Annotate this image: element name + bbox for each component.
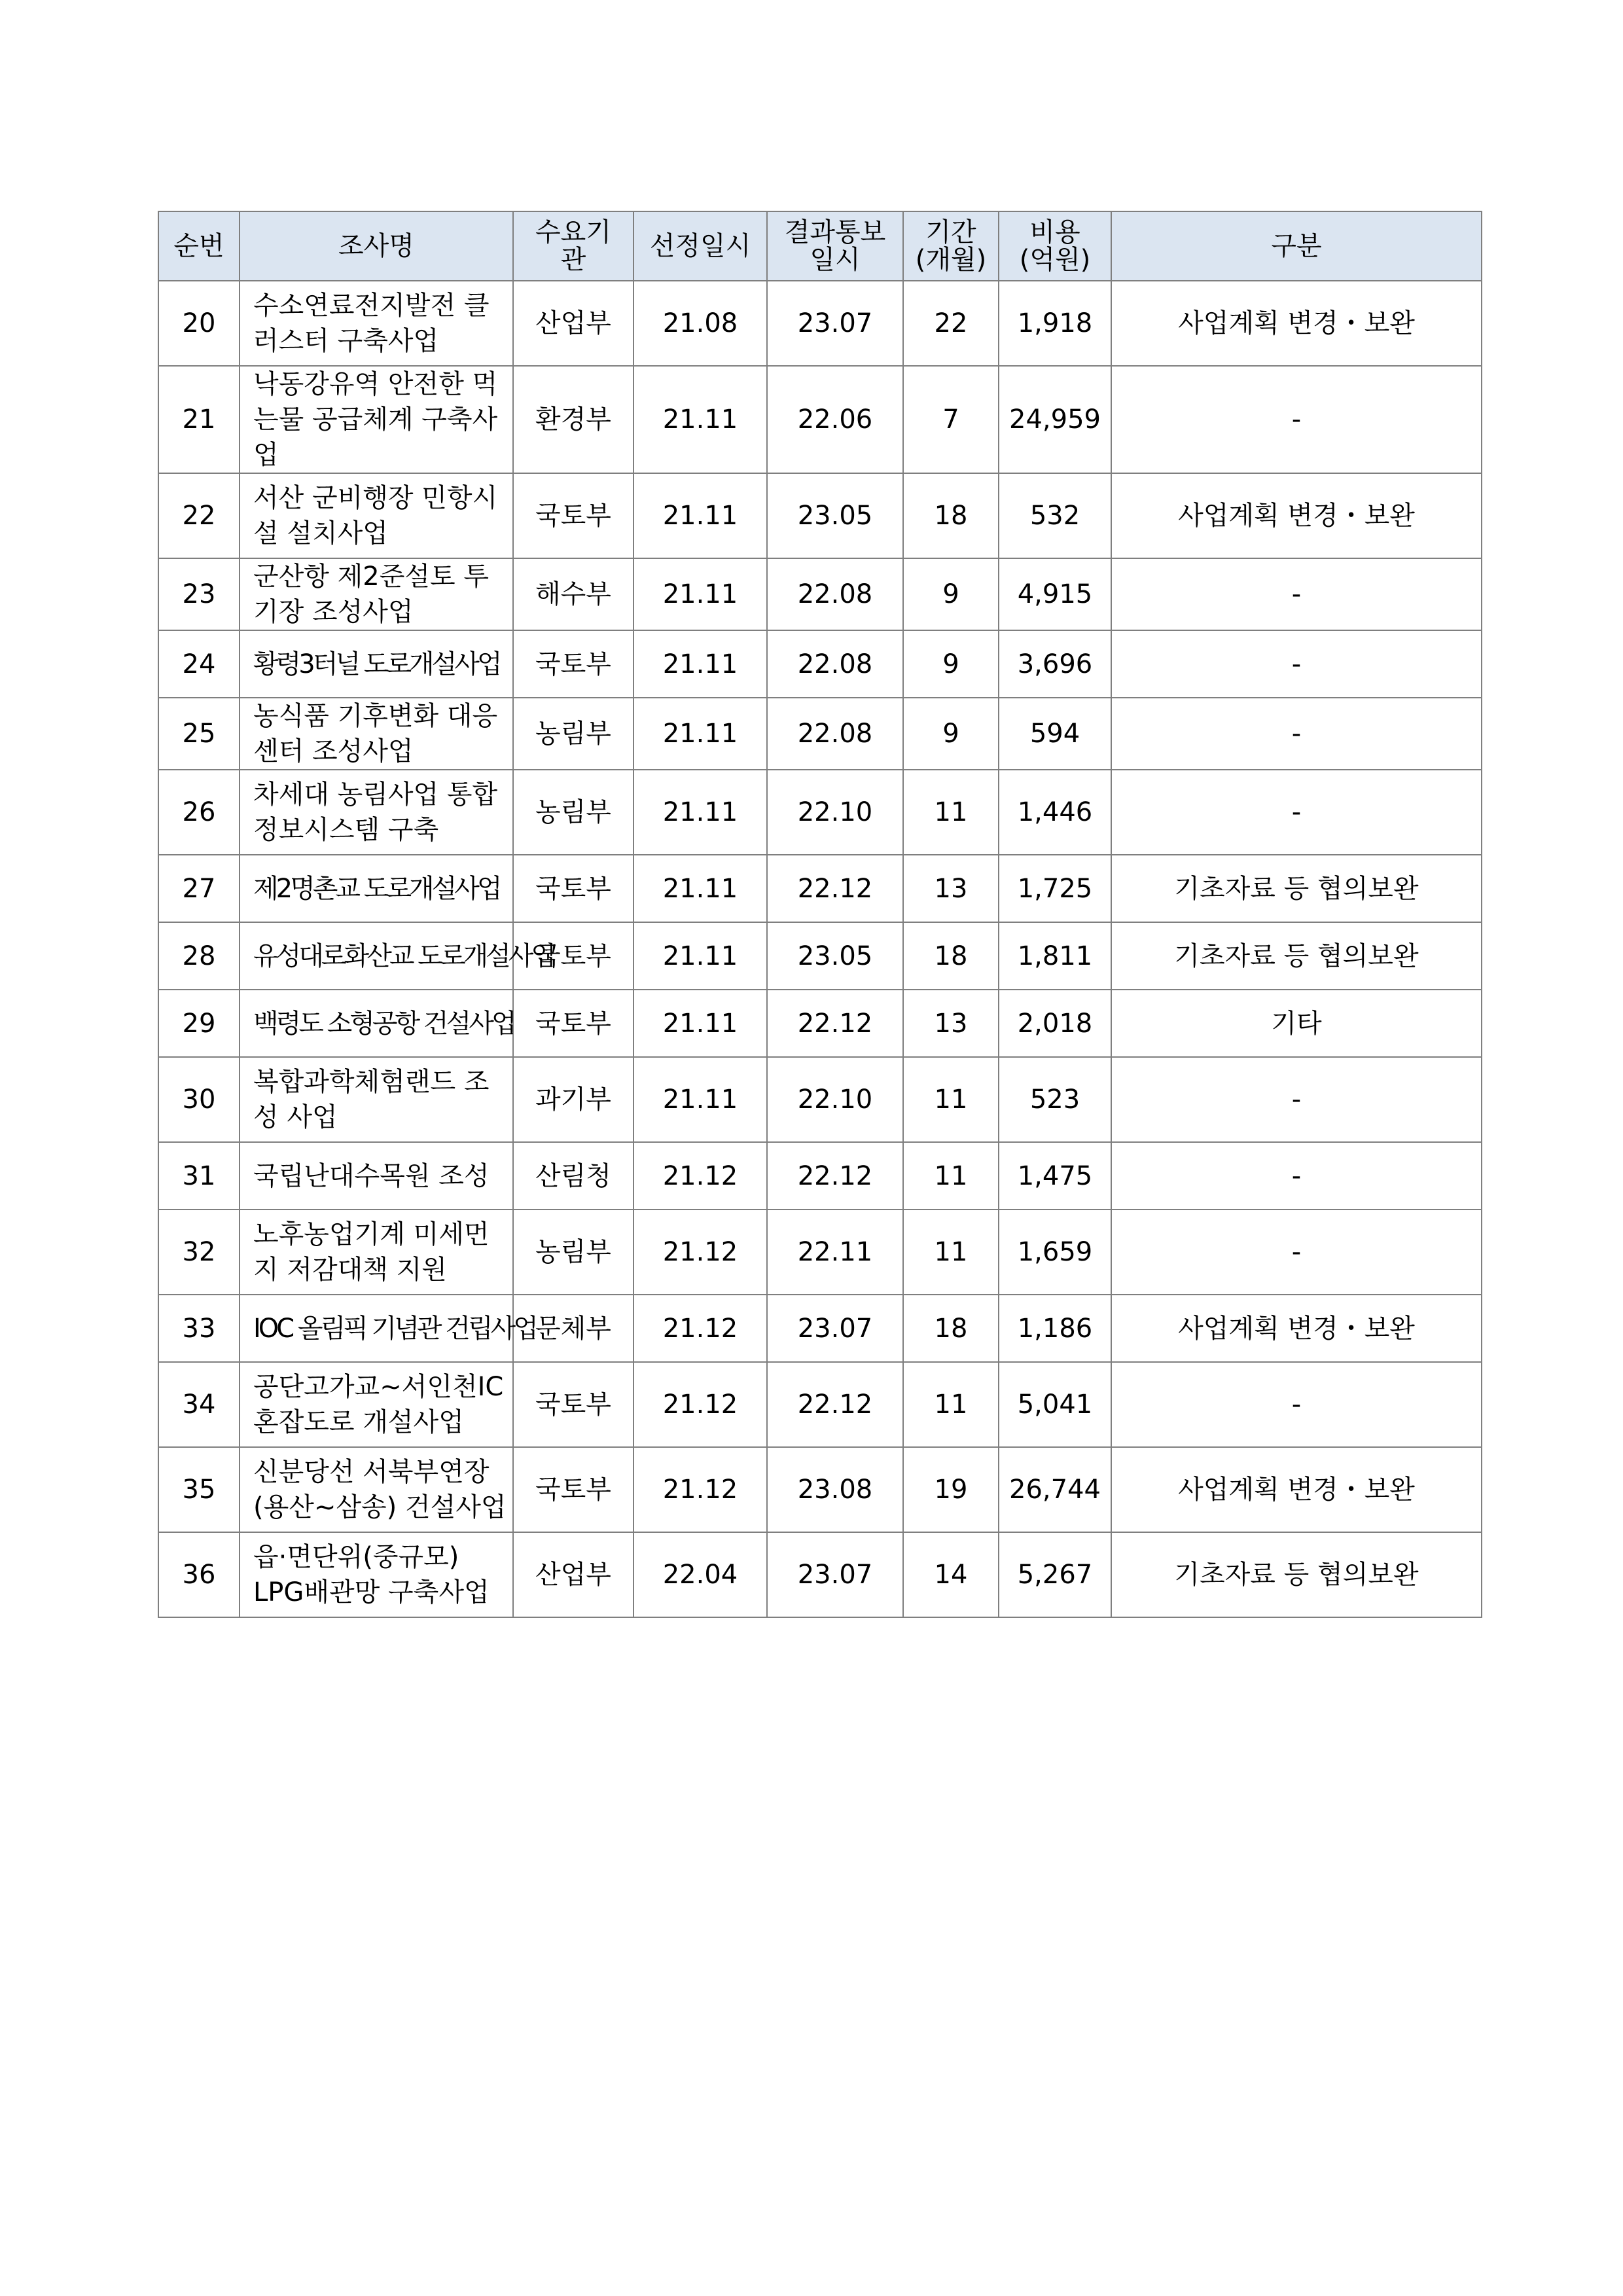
cell-agency: 국토부 <box>513 990 633 1057</box>
cell-category: - <box>1111 630 1482 698</box>
cell-category: 사업계획 변경・보완 <box>1111 281 1482 366</box>
cell-cost: 1,186 <box>999 1295 1111 1362</box>
header-no: 순번 <box>158 211 240 281</box>
cell-name: 낙동강유역 안전한 먹는물 공급체계 구축사업 <box>240 366 513 473</box>
cell-agency: 국토부 <box>513 630 633 698</box>
cell-name: 복합과학체험랜드 조성 사업 <box>240 1057 513 1142</box>
cell-no: 30 <box>158 1057 240 1142</box>
cell-no: 24 <box>158 630 240 698</box>
table-row <box>158 1295 1482 1362</box>
cell-agency: 국토부 <box>513 473 633 558</box>
cell-agency: 농림부 <box>513 1210 633 1295</box>
cell-cost: 3,696 <box>999 630 1111 698</box>
cell-agency: 국토부 <box>513 855 633 922</box>
cell-notified: 23.07 <box>767 281 903 366</box>
cell-no: 32 <box>158 1210 240 1295</box>
table-row <box>158 1362 1482 1447</box>
header-period: 기간 (개월) <box>903 211 999 281</box>
cell-name: 공단고가교~서인천IC 혼잡도로 개설사업 <box>240 1362 513 1447</box>
cell-selected: 21.12 <box>633 1142 767 1210</box>
cell-cost: 594 <box>999 698 1111 770</box>
cell-cost: 5,041 <box>999 1362 1111 1447</box>
cell-no: 36 <box>158 1532 240 1617</box>
cell-no: 33 <box>158 1295 240 1362</box>
cell-name: 읍·면단위(중규모) LPG배관망 구축사업 <box>240 1532 513 1617</box>
cell-category: 사업계획 변경・보완 <box>1111 1447 1482 1532</box>
cell-agency: 농림부 <box>513 770 633 855</box>
cell-selected: 21.12 <box>633 1295 767 1362</box>
table-row <box>158 1057 1482 1142</box>
table-row <box>158 1532 1482 1617</box>
cell-selected: 21.08 <box>633 281 767 366</box>
cell-no: 31 <box>158 1142 240 1210</box>
cell-notified: 22.10 <box>767 770 903 855</box>
cell-category: - <box>1111 770 1482 855</box>
table-row <box>158 630 1482 698</box>
cell-agency: 국토부 <box>513 1447 633 1532</box>
cell-agency: 환경부 <box>513 366 633 473</box>
cell-selected: 21.11 <box>633 770 767 855</box>
cell-no: 25 <box>158 698 240 770</box>
cell-selected: 21.11 <box>633 990 767 1057</box>
cell-no: 26 <box>158 770 240 855</box>
cell-period: 11 <box>903 1210 999 1295</box>
header-cost: 비용 (억원) <box>999 211 1111 281</box>
cell-selected: 21.11 <box>633 558 767 630</box>
cell-selected: 21.11 <box>633 698 767 770</box>
cell-cost: 5,267 <box>999 1532 1111 1617</box>
cell-selected: 21.11 <box>633 855 767 922</box>
cell-cost: 1,811 <box>999 922 1111 990</box>
cell-period: 9 <box>903 558 999 630</box>
cell-selected: 21.11 <box>633 630 767 698</box>
cell-notified: 23.05 <box>767 922 903 990</box>
cell-agency: 문체부 <box>513 1295 633 1362</box>
cell-notified: 22.12 <box>767 855 903 922</box>
cell-name: 노후농업기계 미세먼지 저감대책 지원 <box>240 1210 513 1295</box>
cell-period: 18 <box>903 1295 999 1362</box>
cell-no: 27 <box>158 855 240 922</box>
survey-table <box>158 211 1482 1618</box>
cell-selected: 21.11 <box>633 1057 767 1142</box>
cell-period: 11 <box>903 770 999 855</box>
cell-category: - <box>1111 1362 1482 1447</box>
cell-agency: 산업부 <box>513 1532 633 1617</box>
table-row <box>158 770 1482 855</box>
cell-period: 11 <box>903 1142 999 1210</box>
cell-notified: 22.10 <box>767 1057 903 1142</box>
cell-period: 19 <box>903 1447 999 1532</box>
cell-agency: 과기부 <box>513 1057 633 1142</box>
cell-no: 29 <box>158 990 240 1057</box>
cell-selected: 21.11 <box>633 922 767 990</box>
cell-period: 11 <box>903 1362 999 1447</box>
table-row <box>158 1210 1482 1295</box>
cell-selected: 21.12 <box>633 1447 767 1532</box>
cell-category: 기초자료 등 협의보완 <box>1111 855 1482 922</box>
cell-selected: 21.12 <box>633 1362 767 1447</box>
cell-agency: 산업부 <box>513 281 633 366</box>
table-row <box>158 558 1482 630</box>
cell-cost: 523 <box>999 1057 1111 1142</box>
cell-category: 사업계획 변경・보완 <box>1111 1295 1482 1362</box>
cell-category: - <box>1111 1142 1482 1210</box>
cell-category: - <box>1111 1210 1482 1295</box>
cell-period: 13 <box>903 855 999 922</box>
header-name: 조사명 <box>240 211 513 281</box>
cell-name: 황령3터널 도로개설사업 <box>240 630 513 698</box>
cell-notified: 22.06 <box>767 366 903 473</box>
cell-agency: 농림부 <box>513 698 633 770</box>
table-header-row <box>158 211 1482 281</box>
table-row <box>158 1447 1482 1532</box>
cell-agency: 해수부 <box>513 558 633 630</box>
cell-cost: 2,018 <box>999 990 1111 1057</box>
cell-name: 백령도 소형공항 건설사업 <box>240 990 513 1057</box>
cell-selected: 21.12 <box>633 1210 767 1295</box>
cell-notified: 22.11 <box>767 1210 903 1295</box>
cell-notified: 22.12 <box>767 1362 903 1447</box>
cell-period: 18 <box>903 473 999 558</box>
cell-name: 제2명촌교 도로개설사업 <box>240 855 513 922</box>
cell-cost: 4,915 <box>999 558 1111 630</box>
cell-category: - <box>1111 366 1482 473</box>
cell-period: 14 <box>903 1532 999 1617</box>
cell-name: 국립난대수목원 조성 <box>240 1142 513 1210</box>
cell-category: 기초자료 등 협의보완 <box>1111 922 1482 990</box>
cell-notified: 22.08 <box>767 558 903 630</box>
header-selected: 선정일시 <box>633 211 767 281</box>
cell-no: 22 <box>158 473 240 558</box>
table-row <box>158 473 1482 558</box>
cell-cost: 1,446 <box>999 770 1111 855</box>
cell-notified: 23.07 <box>767 1532 903 1617</box>
cell-name: 농식품 기후변화 대응센터 조성사업 <box>240 698 513 770</box>
table-row <box>158 366 1482 473</box>
cell-name: 군산항 제2준설토 투기장 조성사업 <box>240 558 513 630</box>
cell-category: 사업계획 변경・보완 <box>1111 473 1482 558</box>
cell-notified: 22.12 <box>767 1142 903 1210</box>
cell-period: 7 <box>903 366 999 473</box>
header-agency: 수요기 관 <box>513 211 633 281</box>
cell-category: - <box>1111 558 1482 630</box>
cell-agency: 국토부 <box>513 1362 633 1447</box>
cell-period: 13 <box>903 990 999 1057</box>
table-row <box>158 698 1482 770</box>
cell-name: 신분당선 서북부연장 (용산~삼송) 건설사업 <box>240 1447 513 1532</box>
cell-name: IOC 올림픽 기념관 건립사업 <box>240 1295 513 1362</box>
cell-agency: 국토부 <box>513 922 633 990</box>
header-notified: 결과통보 일시 <box>767 211 903 281</box>
cell-category: 기초자료 등 협의보완 <box>1111 1532 1482 1617</box>
cell-cost: 1,918 <box>999 281 1111 366</box>
table-row <box>158 1142 1482 1210</box>
cell-name: 유성대로화산교 도로개설사업 <box>240 922 513 990</box>
cell-notified: 22.12 <box>767 990 903 1057</box>
cell-category: 기타 <box>1111 990 1482 1057</box>
cell-cost: 26,744 <box>999 1447 1111 1532</box>
cell-agency: 산림청 <box>513 1142 633 1210</box>
cell-notified: 22.08 <box>767 698 903 770</box>
cell-notified: 23.07 <box>767 1295 903 1362</box>
cell-cost: 1,475 <box>999 1142 1111 1210</box>
cell-period: 18 <box>903 922 999 990</box>
cell-no: 21 <box>158 366 240 473</box>
cell-selected: 21.11 <box>633 473 767 558</box>
cell-period: 11 <box>903 1057 999 1142</box>
cell-no: 28 <box>158 922 240 990</box>
cell-cost: 1,725 <box>999 855 1111 922</box>
cell-name: 서산 군비행장 민항시설 설치사업 <box>240 473 513 558</box>
cell-notified: 23.05 <box>767 473 903 558</box>
cell-no: 34 <box>158 1362 240 1447</box>
cell-cost: 532 <box>999 473 1111 558</box>
cell-period: 9 <box>903 698 999 770</box>
header-category: 구분 <box>1111 211 1482 281</box>
cell-no: 20 <box>158 281 240 366</box>
cell-cost: 24,959 <box>999 366 1111 473</box>
table-row <box>158 855 1482 922</box>
cell-notified: 23.08 <box>767 1447 903 1532</box>
cell-notified: 22.08 <box>767 630 903 698</box>
cell-category: - <box>1111 1057 1482 1142</box>
cell-name: 수소연료전지발전 클러스터 구축사업 <box>240 281 513 366</box>
table-body <box>158 281 1482 1617</box>
cell-period: 22 <box>903 281 999 366</box>
table-row <box>158 922 1482 990</box>
table-row <box>158 281 1482 366</box>
cell-category: - <box>1111 698 1482 770</box>
table-row <box>158 990 1482 1057</box>
cell-selected: 21.11 <box>633 366 767 473</box>
cell-no: 35 <box>158 1447 240 1532</box>
cell-no: 23 <box>158 558 240 630</box>
cell-selected: 22.04 <box>633 1532 767 1617</box>
cell-cost: 1,659 <box>999 1210 1111 1295</box>
cell-period: 9 <box>903 630 999 698</box>
cell-name: 차세대 농림사업 통합정보시스템 구축 <box>240 770 513 855</box>
